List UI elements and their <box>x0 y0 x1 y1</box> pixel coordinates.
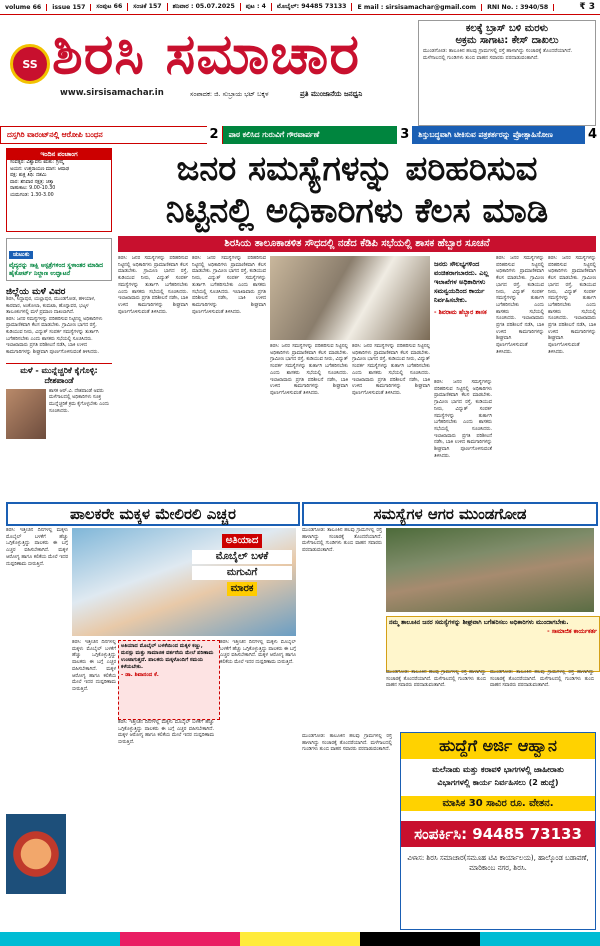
social-worker-by: - ಸಾಮಾಜಿಕ ಕಾರ್ಯಕರ್ತ <box>547 628 597 635</box>
deshpande-heading: ಮಳೆ - ಮುನ್ನೆಚ್ಚರಿಕೆ ಕೈಗೊಳ್ಳಿ: ದೇಶಪಾಂಡೆ <box>6 363 112 386</box>
child-story-col-2: ಶಿರಸಿ: ಇತ್ತೀಚಿನ ದಿನಗಳಲ್ಲಿ ಮಕ್ಕಳು ಮೊಬೈಲ್ ಬಳಕೆಗೆ ಹೆಚ್ಚು ಒಗ್ಗಿಕೊಳ್ಳುತ್ತಿದ್ದು ಪಾಲಕರು ಈ ಬಗ್ಗೆ ಎಚ್ಚರ ವಹಿಸಬೇಕಾಗಿದೆ. ಮಕ್ಕಳ ಆರೋಗ್ಯ ಹಾಗೂ ಕಲಿಕೆಯ ಮೇಲೆ ಇದರ ದುಷ್ಪರಿಣಾಮ ಬೀರುತ್ತಿದೆ. <box>72 640 116 692</box>
child-story-heading: ಪಾಲಕರೇ ಮಕ್ಕಳ ಮೇಲಿರಲಿ ಎಚ್ಚರ <box>6 502 300 526</box>
masthead <box>0 14 412 110</box>
deshpande-photo <box>6 389 46 439</box>
panchang-heading: ಇಂದಿನ ಪಂಚಾಂಗ <box>7 149 111 160</box>
panchang-box <box>6 148 112 232</box>
top-right-body: ಮುಂಡಗೋಡ: ತಾಲೂಕಿನ ಹಲವು ಗ್ರಾಮಗಳಲ್ಲಿ ರಸ್ತೆ ಹಾಳಾಗಿದ್ದು ಸಂಚಾರಕ್ಕೆ ತೊಂದರೆಯಾಗಿದೆ. ಮಳೆಗಾಲದಲ್ಲಿ ಗುಂಡಿಗಳು ತುಂಬಿ ವಾಹನ ಸವಾರರು ಪರದಾಡುವಂತಾಗಿದೆ. <box>423 48 573 61</box>
headline-text-3: ಶಿಸ್ತುಬದ್ಧವಾಗಿ ಟೀಕಿಸುವ ಪತ್ರಕರ್ತರನ್ನು ಪ್ರೋತ್ಸಾಹಿಸೋಣ <box>418 130 553 139</box>
child-caption-2: ಮೊಬೈಲ್ ಬಳಕೆ <box>192 550 292 564</box>
headline-text-1: ದಸ್ತಗಿರಿ ವಾರಂಟ್‌ನಲ್ಲಿ ಆರೋಪಿ ಬಂಧನ <box>7 130 103 139</box>
meeting-photo <box>270 256 430 340</box>
panchang-line: ಅಯನ: ಉತ್ತರಾಯಣ ಮಾಸ: ಆಷಾಢ <box>10 166 69 172</box>
headline-item-1[interactable] <box>0 126 223 144</box>
quote-box <box>434 260 492 376</box>
editor-line: ಸಂಪಾದಕ: ಜಿ. ಸುಬ್ರಾಯ ಭಟ್ ಬಕ್ಕಳ <box>190 90 269 98</box>
mundgod-story-heading: ಸಮಸ್ಯೆಗಳ ಆಗರ ಮುಂಡಗೋಡ <box>302 502 598 526</box>
story-col-2: ಶಿರಸಿ: ಜನರ ಸಮಸ್ಯೆಗಳನ್ನು ಪರಿಹರಿಸುವ ನಿಟ್ಟಿನಲ್ಲಿ ಅಧಿಕಾರಿಗಳು ಪ್ರಾಮಾಣಿಕವಾಗಿ ಕೆಲಸ ಮಾಡಬೇಕು. ಗ್ರಾಮೀಣ ಭಾಗದ ರಸ್ತೆ, ಕುಡಿಯುವ ನೀರು, ವಿದ್ಯುತ್ ಸಂಪರ್ಕ ಸಮಸ್ಯೆಗಳನ್ನು ತುರ್ತಾಗಿ ಬಗೆಹರಿಸಬೇಕು ಎಂದು ಶಾಸಕರು ಸಭೆಯಲ್ಲಿ ಸೂಚಿಸಿದರು. ಇಲಾಖಾವಾರು ಪ್ರಗತಿ ಪರಿಶೀಲನೆ ನಡೆಸಿ, ಬಾಕಿ ಉಳಿದ ಕಾಮಗಾರಿಗಳನ್ನು ಶೀಘ್ರವಾಗಿ ಪೂರ್ಣಗೊಳಿಸುವಂತೆ ತಿಳಿಸಿದರು. <box>192 256 266 315</box>
mundgod-story-col-3: ಮುಂಡಗೋಡ: ತಾಲೂಕಿನ ಹಲವು ಗ್ರಾಮಗಳಲ್ಲಿ ರಸ್ತೆ ಹಾಳಾಗಿದ್ದು ಸಂಚಾರಕ್ಕೆ ತೊಂದರೆಯಾಗಿದೆ. ಮಳೆಗಾಲದಲ್ಲಿ ಗುಂಡಿಗಳು ತುಂಬಿ ವಾಹನ ಸವಾರರು ಪರದಾಡುವಂತಾಗಿದೆ. <box>490 670 594 689</box>
top-right-news-box <box>418 20 596 126</box>
hiring-line-2: ವಿಭಾಗಗಳಲ್ಲಿ ಕಾರ್ಯ ನಿರ್ವಹಿಸಲು (2 ಹುದ್ದೆ) <box>437 778 559 787</box>
main-headline <box>118 148 596 232</box>
brain-illustration <box>6 814 66 894</box>
child-story-col-1: ಶಿರಸಿ: ಇತ್ತೀಚಿನ ದಿನಗಳಲ್ಲಿ ಮಕ್ಕಳು ಮೊಬೈಲ್ ಬಳಕೆಗೆ ಹೆಚ್ಚು ಒಗ್ಗಿಕೊಳ್ಳುತ್ತಿದ್ದು ಪಾಲಕರು ಈ ಬಗ್ಗೆ ಎಚ್ಚರ ವಹಿಸಬೇಕಾಗಿದೆ. ಮಕ್ಕಳ ಆರೋಗ್ಯ ಹಾಗೂ ಕಲಿಕೆಯ ಮೇಲೆ ಇದರ ದುಷ್ಪರಿಣಾಮ ಬೀರುತ್ತಿದೆ. <box>6 528 68 567</box>
child-caption <box>192 534 292 596</box>
panchang-line: ಸಂವತ್ಸರ: ವಿಶ್ವಾವಸು ಋತು: ಗ್ರೀಷ್ಮ <box>10 160 64 165</box>
story-col-5: ಶಿರಸಿ: ಜನರ ಸಮಸ್ಯೆಗಳನ್ನು ಪರಿಹರಿಸುವ ನಿಟ್ಟಿನಲ್ಲಿ ಅಧಿಕಾರಿಗಳು ಪ್ರಾಮಾಣಿಕವಾಗಿ ಕೆಲಸ ಮಾಡಬೇಕು. ಗ್ರಾಮೀಣ ಭಾಗದ ರಸ್ತೆ, ಕುಡಿಯುವ ನೀರು, ವಿದ್ಯುತ್ ಸಂಪರ್ಕ ಸಮಸ್ಯೆಗಳನ್ನು ತುರ್ತಾಗಿ ಬಗೆಹರಿಸಬೇಕು ಎಂದು ಶಾಸಕರು ಸಭೆಯಲ್ಲಿ ಸೂಚಿಸಿದರು. ಇಲಾಖಾವಾರು ಪ್ರಗತಿ ಪರಿಶೀಲನೆ ನಡೆಸಿ, ಬಾಕಿ ಉಳಿದ ಕಾಮಗಾರಿಗಳನ್ನು ಶೀಘ್ರವಾಗಿ ಪೂರ್ಣಗೊಳಿಸುವಂತೆ ತಿಳಿಸಿದರು. <box>434 380 492 459</box>
hiring-ad[interactable] <box>400 732 596 930</box>
date: ಶನಿವಾರ : 05.07.2025 <box>168 3 241 11</box>
mundgod-story-col-2: ಮುಂಡಗೋಡ: ತಾಲೂಕಿನ ಹಲವು ಗ್ರಾಮಗಳಲ್ಲಿ ರಸ್ತೆ ಹಾಳಾಗಿದ್ದು ಸಂಚಾರಕ್ಕೆ ತೊಂದರೆಯಾಗಿದೆ. ಮಳೆಗಾಲದಲ್ಲಿ ಗುಂಡಿಗಳು ತುಂಬಿ ವಾಹನ ಸವಾರರು ಪರದಾಡುವಂತಾಗಿದೆ. <box>386 670 486 689</box>
headline-text-2: ಪಾಠ ಕಲಿಸಿದ ಗುರುವಿಗೆ ಗೌರವಾರ್ಪಣೆ <box>228 130 320 139</box>
headline-page-1: 2 <box>207 126 222 144</box>
road-photo <box>386 528 594 612</box>
child-caption-1: ಅತಿಯಾದ <box>222 534 263 548</box>
story-col-1: ಶಿರಸಿ: ಜನರ ಸಮಸ್ಯೆಗಳನ್ನು ಪರಿಹರಿಸುವ ನಿಟ್ಟಿನಲ್ಲಿ ಅಧಿಕಾರಿಗಳು ಪ್ರಾಮಾಣಿಕವಾಗಿ ಕೆಲಸ ಮಾಡಬೇಕು. ಗ್ರಾಮೀಣ ಭಾಗದ ರಸ್ತೆ, ಕುಡಿಯುವ ನೀರು, ವಿದ್ಯುತ್ ಸಂಪರ್ಕ ಸಮಸ್ಯೆಗಳನ್ನು ತುರ್ತಾಗಿ ಬಗೆಹರಿಸಬೇಕು ಎಂದು ಶಾಸಕರು ಸಭೆಯಲ್ಲಿ ಸೂಚಿಸಿದರು. ಇಲಾಖಾವಾರು ಪ್ರಗತಿ ಪರಿಶೀಲನೆ ನಡೆಸಿ, ಬಾಕಿ ಉಳಿದ ಕಾಮಗಾರಿಗಳನ್ನು ಶೀಘ್ರವಾಗಿ ಪೂರ್ಣಗೊಳಿಸುವಂತೆ ತಿಳಿಸಿದರು. <box>118 256 188 315</box>
rain-body-2: ಶಿರಸಿ: ಜನರ ಸಮಸ್ಯೆಗಳನ್ನು ಪರಿಹರಿಸುವ ನಿಟ್ಟಿನಲ್ಲಿ ಅಧಿಕಾರಿಗಳು ಪ್ರಾಮಾಣಿಕವಾಗಿ ಕೆಲಸ ಮಾಡಬೇಕು. ಗ್ರಾಮೀಣ ಭಾಗದ ರಸ್ತೆ, ಕುಡಿಯುವ ನೀರು, ವಿದ್ಯುತ್ ಸಂಪರ್ಕ ಸಮಸ್ಯೆಗಳನ್ನು ತುರ್ತಾಗಿ ಬಗೆಹರಿಸಬೇಕು ಎಂದು ಶಾಸಕರು ಸಭೆಯಲ್ಲಿ ಸೂಚಿಸಿದರು. ಇಲಾಖಾವಾರು ಪ್ರಗತಿ ಪರಿಶೀಲನೆ ನಡೆಸಿ, ಬಾಕಿ ಉಳಿದ ಕಾಮಗಾರಿಗಳನ್ನು ಶೀಘ್ರವಾಗಿ ಪೂರ್ಣಗೊಳಿಸುವಂತೆ ತಿಳಿಸಿದರು. <box>6 316 103 355</box>
sanchike: ಸಂಪುಟ 66 <box>91 3 128 11</box>
child-photo <box>72 528 296 636</box>
doctor-quote-box <box>118 640 220 720</box>
deshpande-body: ಶಾಸಕ ಆರ್.ವಿ. ದೇಶಪಾಂಡೆ ಅವರು ಮಳೆಗಾಲದಲ್ಲಿ ಅಧಿಕಾರಿಗಳು ಸೂಕ್ತ ಮುನ್ನೆಚ್ಚರಿಕೆ ಕ್ರಮ ಕೈಗೊಳ್ಳಬೇಕು ಎಂದು ಸೂಚಿಸಿದರು. <box>49 388 109 414</box>
newspaper-title: ಶಿರಸಿ ಸಮಾಚಾರ <box>52 21 360 87</box>
headline-item-3[interactable] <box>412 126 600 144</box>
price: ₹ 3 <box>579 2 595 12</box>
printer-color-strip <box>0 932 600 946</box>
panchang-line: ವಾರ: ಶನಿವಾರ ನಕ್ಷತ್ರ: ಚಿತ್ತಾ <box>10 179 54 185</box>
tagline: ಪ್ರತಿ ಮುಂಜಾನೆಯ ಜನಧ್ವನಿ <box>300 90 363 98</box>
headline-item-2[interactable] <box>223 126 413 144</box>
panchang-line: ರಾಹುಕಾಲ: 9.00-10.30 <box>10 186 56 191</box>
brief-heading: ಚುಟುಕು <box>9 251 33 259</box>
top-right-headline-2: ಅಕ್ರಮ ಸಾಗಾಟ: ಕೇಸ್ ದಾಖಲು <box>455 35 559 46</box>
child-caption-4: ಮಾರಕ <box>227 582 258 596</box>
child-story-col-3: ಶಿರಸಿ: ಇತ್ತೀಚಿನ ದಿನಗಳಲ್ಲಿ ಮಕ್ಕಳು ಮೊಬೈಲ್ ಬಳಕೆಗೆ ಹೆಚ್ಚು ಒಗ್ಗಿಕೊಳ್ಳುತ್ತಿದ್ದು ಪಾಲಕರು ಈ ಬಗ್ಗೆ ಎಚ್ಚರ ವಹಿಸಬೇಕಾಗಿದೆ. ಮಕ್ಕಳ ಆರೋಗ್ಯ ಹಾಗೂ ಕಲಿಕೆಯ ಮೇಲೆ ಇದರ ದುಷ್ಪರಿಣಾಮ ಬೀರುತ್ತಿದೆ. <box>220 640 296 666</box>
issue: issue 157 <box>47 4 91 11</box>
hiring-salary: ಮಾಸಿಕ 30 ಸಾವಿರ ರೂ. ವೇತನ. <box>401 796 595 811</box>
headline-page-2: 3 <box>397 126 412 144</box>
story-col-4: ಶಿರಸಿ: ಜನರ ಸಮಸ್ಯೆಗಳನ್ನು ಪರಿಹರಿಸುವ ನಿಟ್ಟಿನಲ್ಲಿ ಅಧಿಕಾರಿಗಳು ಪ್ರಾಮಾಣಿಕವಾಗಿ ಕೆಲಸ ಮಾಡಬೇಕು. ಗ್ರಾಮೀಣ ಭಾಗದ ರಸ್ತೆ, ಕುಡಿಯುವ ನೀರು, ವಿದ್ಯುತ್ ಸಂಪರ್ಕ ಸಮಸ್ಯೆಗಳನ್ನು ತುರ್ತಾಗಿ ಬಗೆಹರಿಸಬೇಕು ಎಂದು ಶಾಸಕರು ಸಭೆಯಲ್ಲಿ ಸೂಚಿಸಿದರು. ಇಲಾಖಾವಾರು ಪ್ರಗತಿ ಪರಿಶೀಲನೆ ನಡೆಸಿ, ಬಾಕಿ ಉಳಿದ ಕಾಮಗಾರಿಗಳನ್ನು ಶೀಘ್ರವಾಗಿ ಪೂರ್ಣಗೊಳಿಸುವಂತೆ ತಿಳಿಸಿದರು. <box>352 344 430 396</box>
top-right-headline-1: ಕಲಕ್ಕೆ ಬ್ರಾಸ್ ಬಳಿ ಮರಳು <box>465 23 549 34</box>
site-url[interactable]: www.sirsisamachar.in <box>60 88 164 98</box>
headline-bar <box>0 126 600 144</box>
main-headline-line2: ನಿಟ್ಟಿನಲ್ಲಿ ಅಧಿಕಾರಿಗಳು ಕೆಲಸ ಮಾಡಿ <box>165 191 549 231</box>
brief-text: ವೈದ್ಯರನ್ನು ಸಾಕ್ಷಿ ಆಸ್ಪತ್ರೆಗಳಿಂದ ಸ್ಥಳಾಂತರ ಮಾಡಿದ ಹೈಕೋರ್ಟ್ ನಿಲ್ದಾಣ ಉದ್ಘಾಟನೆ <box>9 262 104 277</box>
mobile: ಮೊಬೈಲ್: 94485 73133 <box>272 3 353 11</box>
main-story-columns <box>118 256 596 500</box>
left-column <box>6 148 112 500</box>
doctor-quote-text: ಅತಿಯಾದ ಮೊಬೈಲ್ ಬಳಕೆಯಿಂದ ಮಕ್ಕಳ ಕಣ್ಣು, ಮನಸ್ಸು ಮತ್ತು ಸಾಮಾಜಿಕ ವರ್ತನೆಯ ಮೇಲೆ ಪರಿಣಾಮ ಉಂಟಾಗುತ್ತದೆ. ಪಾಲಕರು ಮಕ್ಕಳೊಂದಿಗೆ ಸಮಯ ಕಳೆಯಬೇಕು. <box>121 643 214 670</box>
child-story-col-4: ಶಿರಸಿ: ಇತ್ತೀಚಿನ ದಿನಗಳಲ್ಲಿ ಮಕ್ಕಳು ಮೊಬೈಲ್ ಬಳಕೆಗೆ ಹೆಚ್ಚು ಒಗ್ಗಿಕೊಳ್ಳುತ್ತಿದ್ದು ಪಾಲಕರು ಈ ಬಗ್ಗೆ ಎಚ್ಚರ ವಹಿಸಬೇಕಾಗಿದೆ. ಮಕ್ಕಳ ಆರೋಗ್ಯ ಹಾಗೂ ಕಲಿಕೆಯ ಮೇಲೆ ಇದರ ದುಷ್ಪರಿಣಾಮ ಬೀರುತ್ತಿದೆ. <box>118 720 214 746</box>
hiring-contact[interactable]: ಸಂಪರ್ಕಿಸಿ: 94485 73133 <box>401 821 595 847</box>
mundgod-story-col-1: ಮುಂಡಗೋಡ: ತಾಲೂಕಿನ ಹಲವು ಗ್ರಾಮಗಳಲ್ಲಿ ರಸ್ತೆ ಹಾಳಾಗಿದ್ದು ಸಂಚಾರಕ್ಕೆ ತೊಂದರೆಯಾಗಿದೆ. ಮಳೆಗಾಲದಲ್ಲಿ ಗುಂಡಿಗಳು ತುಂಬಿ ವಾಹನ ಸವಾರರು ಪರದಾಡುವಂತಾಗಿದೆ. <box>302 528 382 554</box>
main-headline-line1: ಜನರ ಸಮಸ್ಯೆಗಳನ್ನು ಪರಿಹರಿಸುವ <box>176 149 538 189</box>
hiring-line-1: ಮಲೆನಾಡು ಮತ್ತು ಕರಾವಳಿ ಭಾಗಗಳಲ್ಲಿ ಜಾಹೀರಾತು <box>432 765 564 774</box>
headline-page-3: 4 <box>585 126 600 144</box>
child-caption-3: ಮಗುವಿಗೆ <box>192 566 292 580</box>
ank: ಸಂಚಿಕೆ 157 <box>128 3 167 11</box>
brief-box <box>6 238 112 281</box>
panchang-line: ಪಕ್ಷ: ಶುಕ್ಲ ತಿಥಿ: ದಶಮಿ <box>10 173 47 178</box>
top-info-strip <box>0 0 600 15</box>
quote-text: ಜನರು ಸೌಲಭ್ಯಗಳಿಂದ ವಂಚಿತರಾಗಬಾರದು. ಎಲ್ಲ ಇಲಾಖೆಗಳ ಅಧಿಕಾರಿಗಳು ಸಮನ್ವಯದಿಂದ ಕಾರ್ಯ ನಿರ್ವಹಿಸಬೇಕು. <box>434 260 489 304</box>
story-col-3: ಶಿರಸಿ: ಜನರ ಸಮಸ್ಯೆಗಳನ್ನು ಪರಿಹರಿಸುವ ನಿಟ್ಟಿನಲ್ಲಿ ಅಧಿಕಾರಿಗಳು ಪ್ರಾಮಾಣಿಕವಾಗಿ ಕೆಲಸ ಮಾಡಬೇಕು. ಗ್ರಾಮೀಣ ಭಾಗದ ರಸ್ತೆ, ಕುಡಿಯುವ ನೀರು, ವಿದ್ಯುತ್ ಸಂಪರ್ಕ ಸಮಸ್ಯೆಗಳನ್ನು ತುರ್ತಾಗಿ ಬಗೆಹರಿಸಬೇಕು ಎಂದು ಶಾಸಕರು ಸಭೆಯಲ್ಲಿ ಸೂಚಿಸಿದರು. ಇಲಾಖಾವಾರು ಪ್ರಗತಿ ಪರಿಶೀಲನೆ ನಡೆಸಿ, ಬಾಕಿ ಉಳಿದ ಕಾಮಗಾರಿಗಳನ್ನು ಶೀಘ್ರವಾಗಿ ಪೂರ್ಣಗೊಳಿಸುವಂತೆ ತಿಳಿಸಿದರು. <box>270 344 348 396</box>
rain-heading: ಜಿಲ್ಲೆಯ ಮಳೆ ವಿವರ <box>6 287 66 297</box>
email: E mail : sirsisamachar@gmail.com <box>352 4 482 11</box>
mundgod-story-col-4: ಮುಂಡಗೋಡ: ತಾಲೂಕಿನ ಹಲವು ಗ್ರಾಮಗಳಲ್ಲಿ ರಸ್ತೆ ಹಾಳಾಗಿದ್ದು ಸಂಚಾರಕ್ಕೆ ತೊಂದರೆಯಾಗಿದೆ. ಮಳೆಗಾಲದಲ್ಲಿ ಗುಂಡಿಗಳು ತುಂಬಿ ವಾಹನ ಸವಾರರು ಪರದಾಡುವಂತಾಗಿದೆ. <box>302 734 392 753</box>
quote-by: - ಶಿವರಾಮ ಹೆಬ್ಬಾರ ಶಾಸಕ <box>434 309 487 316</box>
story-col-7: ಶಿರಸಿ: ಜನರ ಸಮಸ್ಯೆಗಳನ್ನು ಪರಿಹರಿಸುವ ನಿಟ್ಟಿನಲ್ಲಿ ಅಧಿಕಾರಿಗಳು ಪ್ರಾಮಾಣಿಕವಾಗಿ ಕೆಲಸ ಮಾಡಬೇಕು. ಗ್ರಾಮೀಣ ಭಾಗದ ರಸ್ತೆ, ಕುಡಿಯುವ ನೀರು, ವಿದ್ಯುತ್ ಸಂಪರ್ಕ ಸಮಸ್ಯೆಗಳನ್ನು ತುರ್ತಾಗಿ ಬಗೆಹರಿಸಬೇಕು ಎಂದು ಶಾಸಕರು ಸಭೆಯಲ್ಲಿ ಸೂಚಿಸಿದರು. ಇಲಾಖಾವಾರು ಪ್ರಗತಿ ಪರಿಶೀಲನೆ ನಡೆಸಿ, ಬಾಕಿ ಉಳಿದ ಕಾಮಗಾರಿಗಳನ್ನು ಶೀಘ್ರವಾಗಿ ಪೂರ್ಣಗೊಳಿಸುವಂತೆ ತಿಳಿಸಿದರು. <box>548 256 596 355</box>
rain-body: ಶಿರಸಿ, ಸಿದ್ದಾಪುರ, ಯಲ್ಲಾಪುರ, ಮುಂಡಗೋಡ, ಹಳಿಯಾಳ, ಕಾರವಾರ, ಅಂಕೋಲಾ, ಕುಮಟಾ, ಹೊನ್ನಾವರ, ಭಟ್ಕಳ ತಾಲೂಕುಗಳಲ್ಲಿ ಮಳೆ ಪ್ರಮಾಣ ದಾಖಲಾಗಿದೆ. <box>6 297 96 316</box>
rni: RNI No. : 3940/58 <box>482 4 554 11</box>
story-col-6: ಶಿರಸಿ: ಜನರ ಸಮಸ್ಯೆಗಳನ್ನು ಪರಿಹರಿಸುವ ನಿಟ್ಟಿನಲ್ಲಿ ಅಧಿಕಾರಿಗಳು ಪ್ರಾಮಾಣಿಕವಾಗಿ ಕೆಲಸ ಮಾಡಬೇಕು. ಗ್ರಾಮೀಣ ಭಾಗದ ರಸ್ತೆ, ಕುಡಿಯುವ ನೀರು, ವಿದ್ಯುತ್ ಸಂಪರ್ಕ ಸಮಸ್ಯೆಗಳನ್ನು ತುರ್ತಾಗಿ ಬಗೆಹರಿಸಬೇಕು ಎಂದು ಶಾಸಕರು ಸಭೆಯಲ್ಲಿ ಸೂಚಿಸಿದರು. ಇಲಾಖಾವಾರು ಪ್ರಗತಿ ಪರಿಶೀಲನೆ ನಡೆಸಿ, ಬಾಕಿ ಉಳಿದ ಕಾಮಗಾರಿಗಳನ್ನು ಶೀಘ್ರವಾಗಿ ಪೂರ್ಣಗೊಳಿಸುವಂತೆ ತಿಳಿಸಿದರು. <box>496 256 544 355</box>
logo: SS <box>10 44 50 84</box>
doctor-quote-by: - ಡಾ. ಶಿವಾನಂದ ಕೆ. <box>121 672 159 678</box>
pages: ಪುಟ : 4 <box>241 3 272 11</box>
hiring-address: ವಿಳಾಸ: ಶಿರಸಿ ಸಮಾಚಾರ(ಸಮೂಹ ಟಿವಿ ಕಾರ್ಯಾಲಯ), ಹಾಲ್ಕೊಂಡ ಬಡಾವಣೆ, ಮಾರಿಕಾಂಬ ನಗರ, ಶಿರಸಿ. <box>407 854 589 872</box>
volume: volume 66 <box>0 4 47 11</box>
hiring-title: ಹುದ್ದೆಗೆ ಅರ್ಜಿ ಆಹ್ವಾನ <box>401 733 595 759</box>
panchang-line: ಯಮಗಂಡ: 1.30-3.00 <box>10 192 54 198</box>
main-subheadline: ಶಿರಸಿಯ ತಾಲೂಕಾಡಳಿತ ಸೌಧದಲ್ಲಿ ನಡೆದ ಕೆಡಿಪಿ ಸಭೆಯಲ್ಲಿ ಶಾಸಕ ಹೆಬ್ಬಾರ ಸೂಚನೆ <box>118 236 596 252</box>
social-worker-quote <box>386 616 600 672</box>
social-worker-text: ನಮ್ಮ ತಾಲೂಕಿನ ಜನರ ಸಮಸ್ಯೆಗಳನ್ನು ಶೀಘ್ರವಾಗಿ ಬಗೆಹರಿಸಲು ಅಧಿಕಾರಿಗಳು ಮುಂದಾಗಬೇಕು. <box>389 619 569 626</box>
